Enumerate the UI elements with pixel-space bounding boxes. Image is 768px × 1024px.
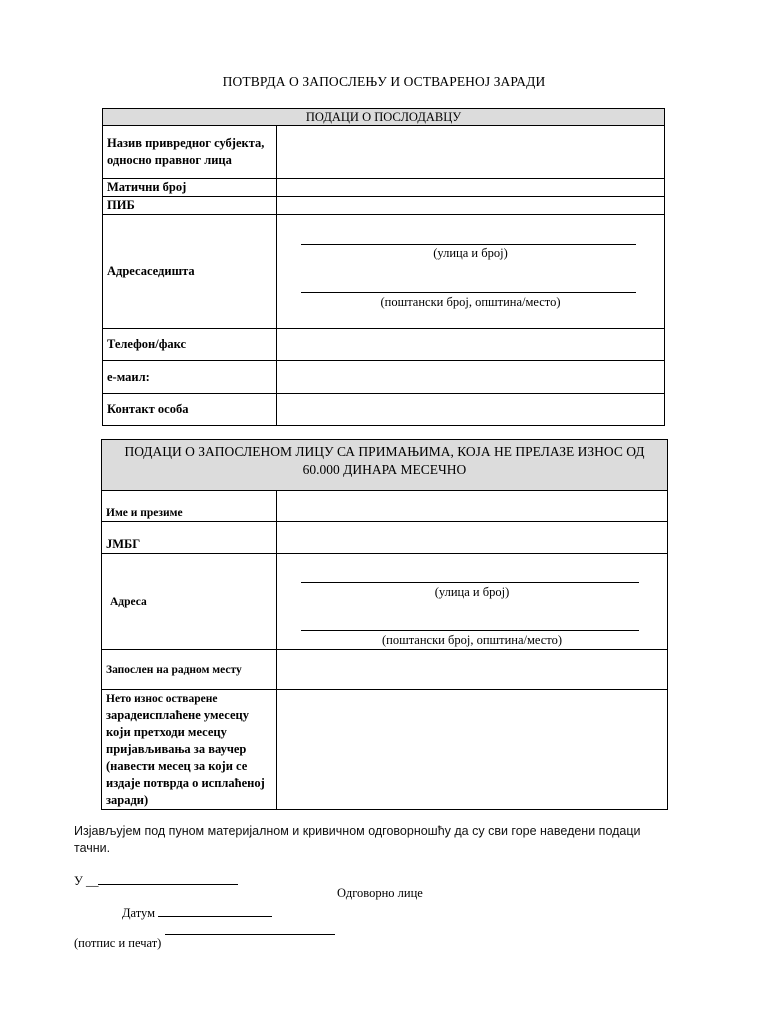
contact-person-label: Контакт особа [103, 394, 277, 426]
net-salary-field[interactable] [277, 690, 668, 810]
job-position-label: Запослен на радном месту [102, 650, 277, 690]
street-line[interactable] [301, 582, 639, 583]
contact-person-field[interactable] [277, 394, 665, 426]
employer-name-field[interactable] [277, 126, 665, 179]
postal-caption: (поштански број, општина/место) [381, 633, 563, 647]
net-salary-label-rest: зарадеисплаћене умесецу који претходи месецу пријављивања за ваучер (навести месец за који се издаје потврда о исплаћеној зарaди) [106, 708, 265, 807]
responsible-person-label: Одговорно лице [337, 886, 423, 900]
declaration-text: Изјављујем под пуном материјалном и кривичном одговорношћу да су сви горе наведени подаци тачни. [74, 824, 641, 855]
signature-field[interactable] [165, 922, 335, 935]
jmbg-label: ЈМБГ [102, 522, 277, 554]
net-salary-label [102, 690, 277, 810]
employer-name-label: Назив привредног субјекта, односно правног лица [103, 126, 277, 179]
employer-table [102, 108, 665, 426]
employee-address-label: Адреса [102, 554, 277, 650]
place-field[interactable] [98, 872, 238, 885]
place-line [74, 872, 238, 889]
employer-address-label: Адресаседишта [103, 215, 277, 329]
date-label: Датум [122, 906, 156, 920]
registration-number-label: Матични број [103, 179, 277, 197]
full-name-field[interactable] [277, 491, 668, 522]
full-name-label: Име и презиме [102, 491, 277, 522]
email-field[interactable] [277, 361, 665, 394]
employee-section-header: ПОДАЦИ О ЗАПОСЛЕНОМ ЛИЦУ СА ПРИМАЊИМА, КОЈА НЕ ПРЕЛАЗЕ ИЗНОС ОД 60.000 ДИНАРА МЕСЕЧНО [102, 440, 668, 491]
employee-table [101, 439, 668, 810]
street-caption: (улица и број) [433, 246, 508, 260]
employer-section-header: ПОДАЦИ О ПОСЛОДАВЦУ [103, 109, 665, 126]
registration-number-field[interactable] [277, 179, 665, 197]
phone-fax-label: Телефон/факс [103, 329, 277, 361]
place-prefix: У __ [74, 874, 99, 888]
date-field[interactable] [158, 904, 272, 917]
net-salary-label-line1: Нето износ остварене [106, 693, 218, 705]
street-line[interactable] [301, 244, 636, 245]
postal-line[interactable] [301, 292, 636, 293]
employer-address-field[interactable] [277, 215, 665, 329]
stamp-caption: (потпис и печат) [74, 936, 162, 950]
document-title: ПОТВРДА О ЗАПОСЛЕЊУ И ОСТВАРЕНОЈ ЗАРАДИ [222, 74, 546, 89]
phone-fax-field[interactable] [277, 329, 665, 361]
street-caption: (улица и број) [434, 585, 510, 599]
postal-line[interactable] [301, 630, 639, 631]
postal-caption: (поштански број, општина/место) [380, 295, 561, 309]
email-label: е-маил: [103, 361, 277, 394]
tax-id-field[interactable] [277, 197, 665, 215]
tax-id-label: ПИБ [103, 197, 277, 215]
employee-address-field[interactable] [277, 554, 668, 650]
job-position-field[interactable] [277, 650, 668, 690]
jmbg-field[interactable] [277, 522, 668, 554]
date-line [122, 904, 272, 921]
